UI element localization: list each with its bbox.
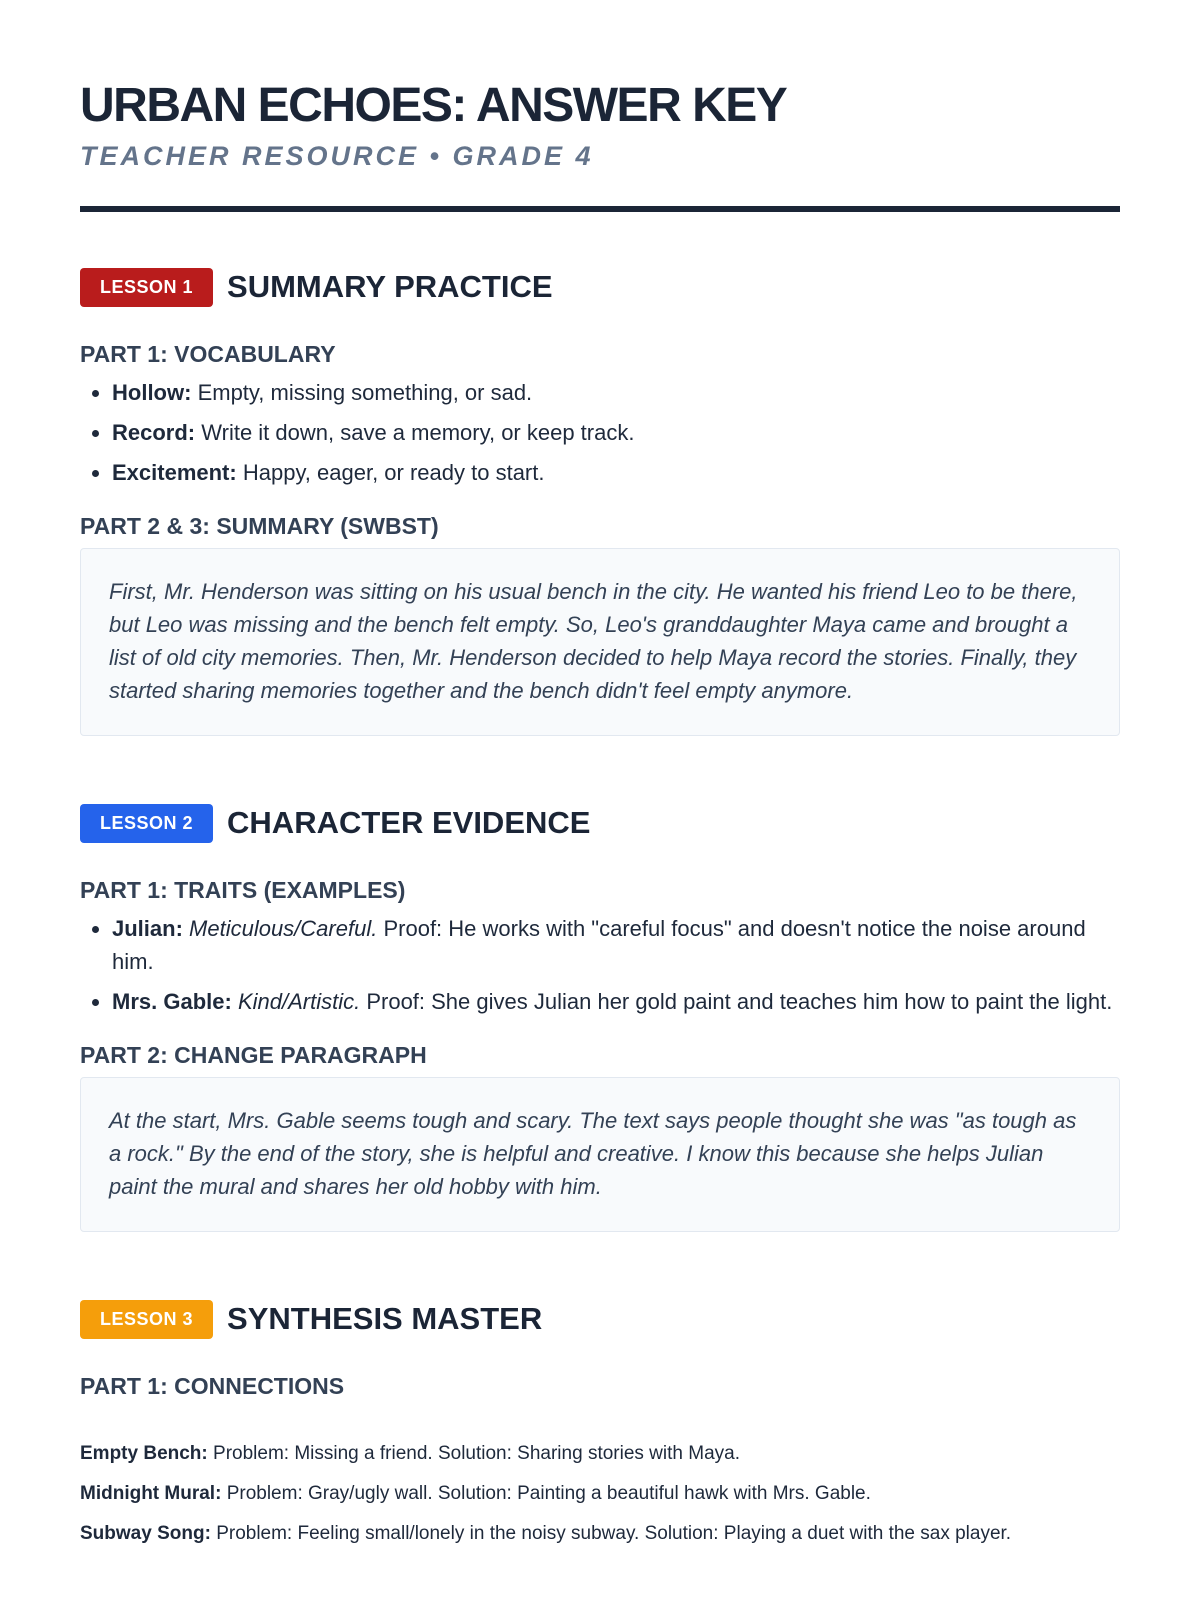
- lesson-1-title: SUMMARY PRACTICE: [227, 269, 553, 305]
- traits-heading: PART 1: TRAITS (EXAMPLES): [80, 876, 406, 903]
- trait-proof: Proof: He works with "careful focus" and doesn't notice the noise around him.: [112, 915, 1086, 974]
- traits-list: [80, 912, 1120, 1018]
- trait-proof: Proof: She gives Julian her gold paint and teaches him how to paint the light.: [366, 988, 1113, 1014]
- vocab-term: Record:: [112, 419, 196, 445]
- page-subtitle: TEACHER RESOURCE • GRADE 4: [80, 140, 594, 171]
- vocab-term: Excitement:: [112, 459, 237, 485]
- story-name: Empty Bench:: [80, 1442, 208, 1464]
- character-name: Mrs. Gable:: [112, 988, 232, 1014]
- lesson-3-title: SYNTHESIS MASTER: [227, 1301, 543, 1337]
- story-name: Subway Song:: [80, 1522, 211, 1544]
- vocab-definition: Write it down, save a memory, or keep track.: [201, 419, 635, 445]
- list-item: [80, 1480, 1120, 1508]
- list-item: [112, 912, 1120, 978]
- lesson-2-header: [80, 804, 1120, 843]
- change-paragraph-box: At the start, Mrs. Gable seems tough and scary. The text says people thought she was "as tough as a rock." By the end of the story, she is helpful and creative. I know this because she helps Julian paint the mural and shares her old hobby with him.: [80, 1077, 1120, 1232]
- change-paragraph-heading: PART 2: CHANGE PARAGRAPH: [80, 1041, 427, 1068]
- lesson-1-section: [80, 268, 1120, 736]
- lesson-1-header: [80, 268, 1120, 307]
- document-header: [80, 80, 1120, 212]
- vocab-definition: Empty, missing something, or sad.: [197, 379, 533, 405]
- list-item: [112, 376, 1120, 409]
- lesson-2-title: CHARACTER EVIDENCE: [227, 805, 591, 841]
- story-connection: Problem: Gray/ugly wall. Solution: Painting a beautiful hawk with Mrs. Gable.: [226, 1482, 871, 1504]
- list-item: [112, 456, 1120, 489]
- lesson-2-badge: LESSON 2: [80, 804, 213, 843]
- lesson-1-badge: LESSON 1: [80, 268, 213, 307]
- vocabulary-list: [80, 376, 1120, 489]
- vocabulary-heading: PART 1: VOCABULARY: [80, 340, 336, 367]
- page-title: URBAN ECHOES: ANSWER KEY: [80, 79, 787, 132]
- lesson-3-header: [80, 1300, 1120, 1339]
- story-connection: Problem: Missing a friend. Solution: Sharing stories with Maya.: [213, 1442, 740, 1464]
- connections-list: [80, 1440, 1120, 1548]
- connections-heading: PART 1: CONNECTIONS: [80, 1372, 345, 1399]
- vocab-term: Hollow:: [112, 379, 192, 405]
- header-divider: [80, 206, 1120, 212]
- story-connection: Problem: Feeling small/lonely in the noisy subway. Solution: Playing a duet with the sax player.: [216, 1522, 1012, 1544]
- lesson-3-badge: LESSON 3: [80, 1300, 213, 1339]
- story-name: Midnight Mural:: [80, 1482, 222, 1504]
- list-item: [80, 1440, 1120, 1468]
- lesson-2-section: [80, 804, 1120, 1232]
- list-item: [80, 1520, 1120, 1548]
- character-trait: Meticulous/Careful.: [189, 915, 378, 941]
- character-trait: Kind/Artistic.: [237, 988, 361, 1014]
- list-item: [112, 416, 1120, 449]
- vocab-definition: Happy, eager, or ready to start.: [242, 459, 545, 485]
- summary-answer-box: First, Mr. Henderson was sitting on his usual bench in the city. He wanted his friend Leo to be there, but Leo was missing and the bench felt empty. So, Leo's granddaughter Maya came and brought a list of old city memories. Then, Mr. Henderson decided to help Maya record the stories. Finally, they started sharing memories together and the bench didn't feel empty anymore.: [80, 548, 1120, 736]
- list-item: [112, 985, 1120, 1018]
- character-name: Julian:: [112, 915, 183, 941]
- lesson-3-section: [80, 1300, 1120, 1548]
- summary-heading: PART 2 & 3: SUMMARY (SWBST): [80, 512, 439, 539]
